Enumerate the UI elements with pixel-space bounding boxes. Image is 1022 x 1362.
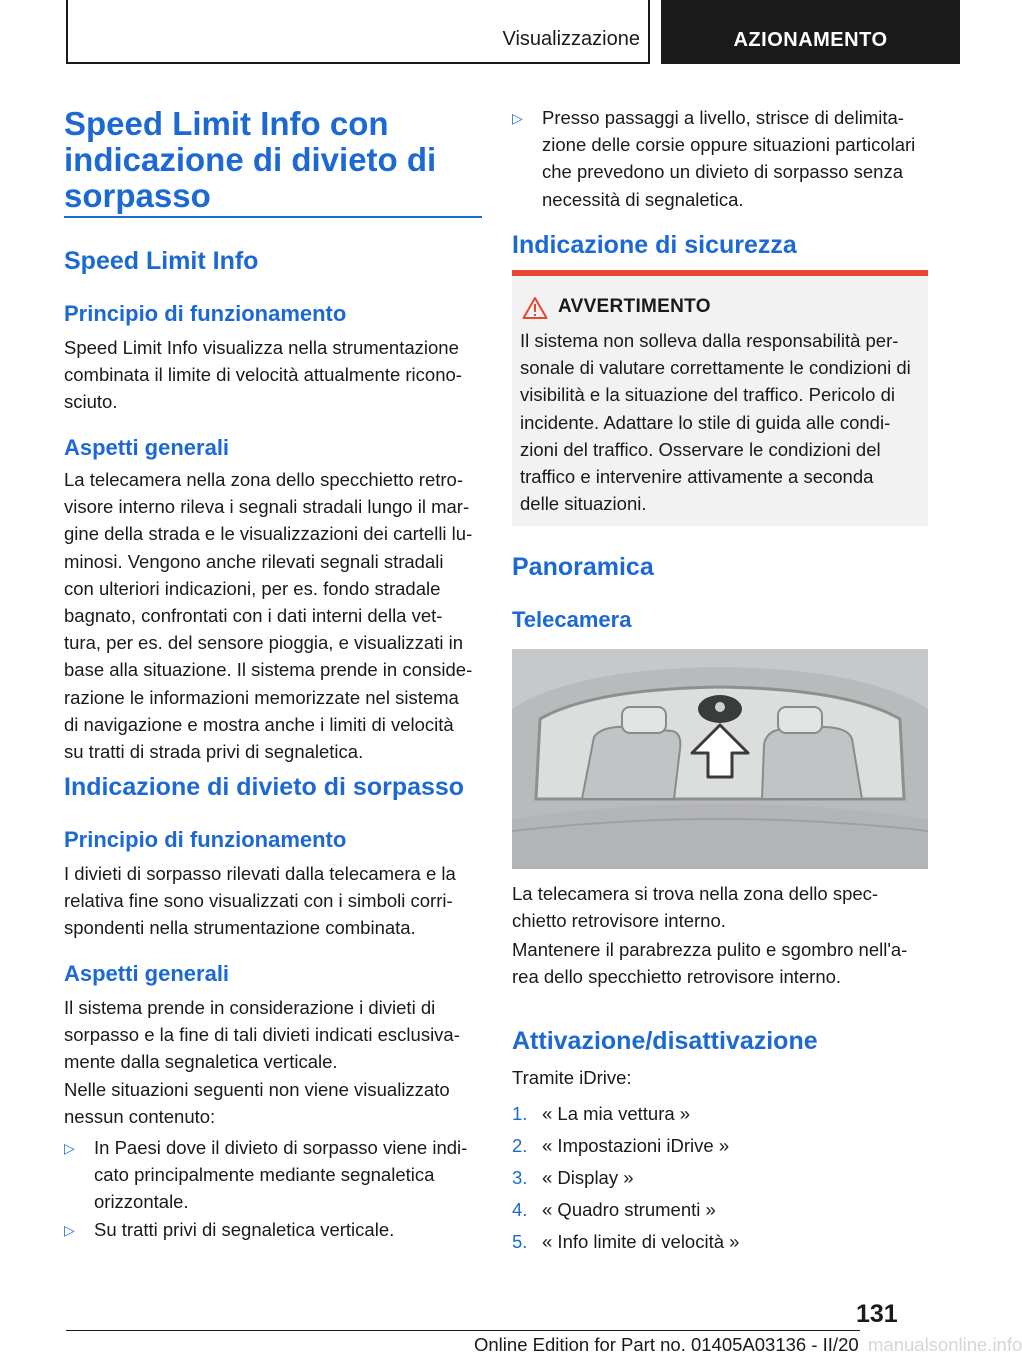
page-title-line: sorpasso	[64, 177, 211, 214]
heading-principio-2: Principio di funzionamento	[64, 827, 347, 852]
text-line: I divieti di sorpasso rilevati dalla telecamera e la	[64, 863, 456, 884]
header-rule-bottom	[66, 62, 650, 64]
page-title-line: Speed Limit Info con	[64, 105, 389, 142]
text-line: base alla situazione. Il sistema prende in conside-	[64, 659, 473, 681]
text-line: con ulteriori indicazioni, per es. fondo stradale	[64, 577, 441, 599]
text-line: visibilità e la situazione del traffico. Pericolo di	[520, 384, 895, 406]
step-number: 4.	[512, 1199, 528, 1220]
text-line: La telecamera nella zona dello specchietto retro-	[64, 469, 464, 490]
text-line: Il sistema non solleva dalla responsabilità per-	[520, 330, 899, 351]
paragraph-situazioni	[64, 1076, 484, 1130]
warning-triangle-icon	[522, 296, 548, 320]
warning-title: AVVERTIMENTO	[558, 296, 711, 317]
step-text: « Quadro strumenti »	[542, 1199, 716, 1220]
footer-edition: Online Edition for Part no. 01405A03136 - II/20	[474, 1334, 859, 1355]
text-line: minosi. Vengono anche rilevati segnali stradali	[64, 550, 444, 572]
text-line: sciuto.	[64, 391, 118, 413]
text-line: rea dello specchietto retrovisore interno.	[512, 966, 842, 988]
heading-aspetti-1: Aspetti generali	[64, 435, 230, 460]
text-line: mente dalla segnaletica verticale.	[64, 1051, 338, 1073]
text-line: incidente. Adattare lo stile di guida alle condi-	[520, 411, 891, 433]
paragraph-principio-2	[64, 860, 484, 942]
paragraph-aspetti-2	[64, 994, 484, 1076]
text-line: cato principalmente mediante segnaletica	[94, 1164, 435, 1186]
triangle-bullet-icon: ▷	[64, 1140, 75, 1156]
step-text: « Info limite di velocità »	[542, 1231, 740, 1252]
text-line: Su tratti privi di segnaletica verticale.	[94, 1219, 395, 1240]
text-line: relativa fine sono visualizzati con i simboli corri-	[64, 890, 453, 912]
text-line: Il sistema prende in considerazione i divieti di	[64, 997, 436, 1018]
paragraph-principio-1	[64, 334, 484, 416]
text-line: Mantenere il parabrezza pulito e sgombro nell'a-	[512, 939, 908, 960]
heading-sicurezza: Indicazione di sicurezza	[512, 231, 797, 259]
step-text: « Display »	[542, 1167, 634, 1188]
header-rule-left	[66, 0, 68, 64]
text-line: La telecamera si trova nella zona dello spec-	[512, 883, 879, 904]
page-title-line: indicazione di divieto di	[64, 141, 437, 178]
heading-aspetti-2: Aspetti generali	[64, 961, 230, 986]
paragraph-telecamera-2	[512, 936, 930, 990]
text-line: combinata il limite di velocità attualmente ricono-	[64, 364, 462, 386]
text-line: su tratti di strada privi di segnaletica.	[64, 741, 364, 763]
text-line: orizzontale.	[94, 1191, 189, 1213]
text-line: visore interno rileva i segnali stradali lungo il mar-	[64, 496, 470, 518]
text-line: spondenti nella strumentazione combinata.	[64, 917, 416, 939]
paragraph-aspetti-1	[64, 466, 484, 765]
text-line: sonale di valutare correttamente le condizioni di	[520, 357, 911, 379]
text-line: traffico e intervenire attivamente a seconda	[520, 466, 874, 488]
text-line: Presso passaggi a livello, strisce di delimita-	[542, 107, 904, 128]
heading-principio-1: Principio di funzionamento	[64, 301, 347, 326]
text-line: tura, per es. del sensore pioggia, e visualizzati in	[64, 632, 463, 654]
page-number: 131	[856, 1300, 898, 1328]
heading-divieto-sorpasso: Indicazione di divieto di sorpasso	[64, 773, 465, 801]
text-line: bagnato, confrontati con i dati interni della vet-	[64, 605, 443, 627]
text-line: In Paesi dove il divieto di sorpasso viene indi-	[94, 1137, 468, 1158]
step-number: 2.	[512, 1135, 528, 1156]
text-line: gine della strada e le visualizzazioni dei cartelli lu-	[64, 523, 473, 545]
title-underline	[64, 216, 482, 218]
warning-text	[520, 327, 924, 517]
step-number: 1.	[512, 1103, 528, 1124]
page-title	[64, 106, 482, 214]
watermark-brand: manualsonline.info	[868, 1334, 1022, 1355]
triangle-bullet-icon: ▷	[64, 1222, 75, 1238]
text-line: nessun contenuto:	[64, 1106, 216, 1128]
step-text: « La mia vettura »	[542, 1103, 691, 1124]
camera-location-illustration	[512, 649, 928, 869]
text-line: che prevedono un divieto di sorpasso senza	[542, 161, 903, 183]
car-interior-illustration	[512, 649, 928, 869]
text-line: zioni del traffico. Osservare le condizioni del	[520, 438, 881, 460]
heading-attivazione: Attivazione/disattivazione	[512, 1027, 818, 1055]
text-line: Nelle situazioni seguenti non viene visualizzato	[64, 1079, 450, 1100]
footer-rule	[66, 1330, 860, 1331]
text-line: chietto retrovisore interno.	[512, 910, 726, 932]
text-line: necessità di segnaletica.	[542, 188, 744, 210]
text-line: delle situazioni.	[520, 493, 647, 515]
heading-telecamera: Telecamera	[512, 607, 632, 632]
step-text: « Impostazioni iDrive »	[542, 1135, 730, 1156]
heading-panoramica: Panoramica	[512, 553, 654, 581]
text-line: razione le informazioni memorizzate nel sistema	[64, 686, 459, 708]
step-number: 3.	[512, 1167, 528, 1188]
text-line: sorpasso e la fine di tali divieti indicati esclusiva-	[64, 1024, 460, 1046]
triangle-bullet-icon: ▷	[512, 110, 523, 126]
header-rule-mid	[648, 0, 650, 64]
header-chapter-tab: AZIONAMENTO	[661, 0, 960, 64]
heading-speed-limit-info: Speed Limit Info	[64, 247, 259, 275]
text-line: Tramite iDrive:	[512, 1067, 632, 1088]
step-number: 5.	[512, 1231, 528, 1252]
paragraph-telecamera-1	[512, 880, 930, 934]
paragraph-tramite	[512, 1064, 632, 1091]
text-line: zione delle corsie oppure situazioni particolari	[542, 134, 916, 156]
header-section-label: Visualizzazione	[502, 28, 640, 50]
text-line: di navigazione e mostra anche i limiti di velocità	[64, 713, 454, 735]
text-line: Speed Limit Info visualizza nella strumentazione	[64, 337, 459, 358]
